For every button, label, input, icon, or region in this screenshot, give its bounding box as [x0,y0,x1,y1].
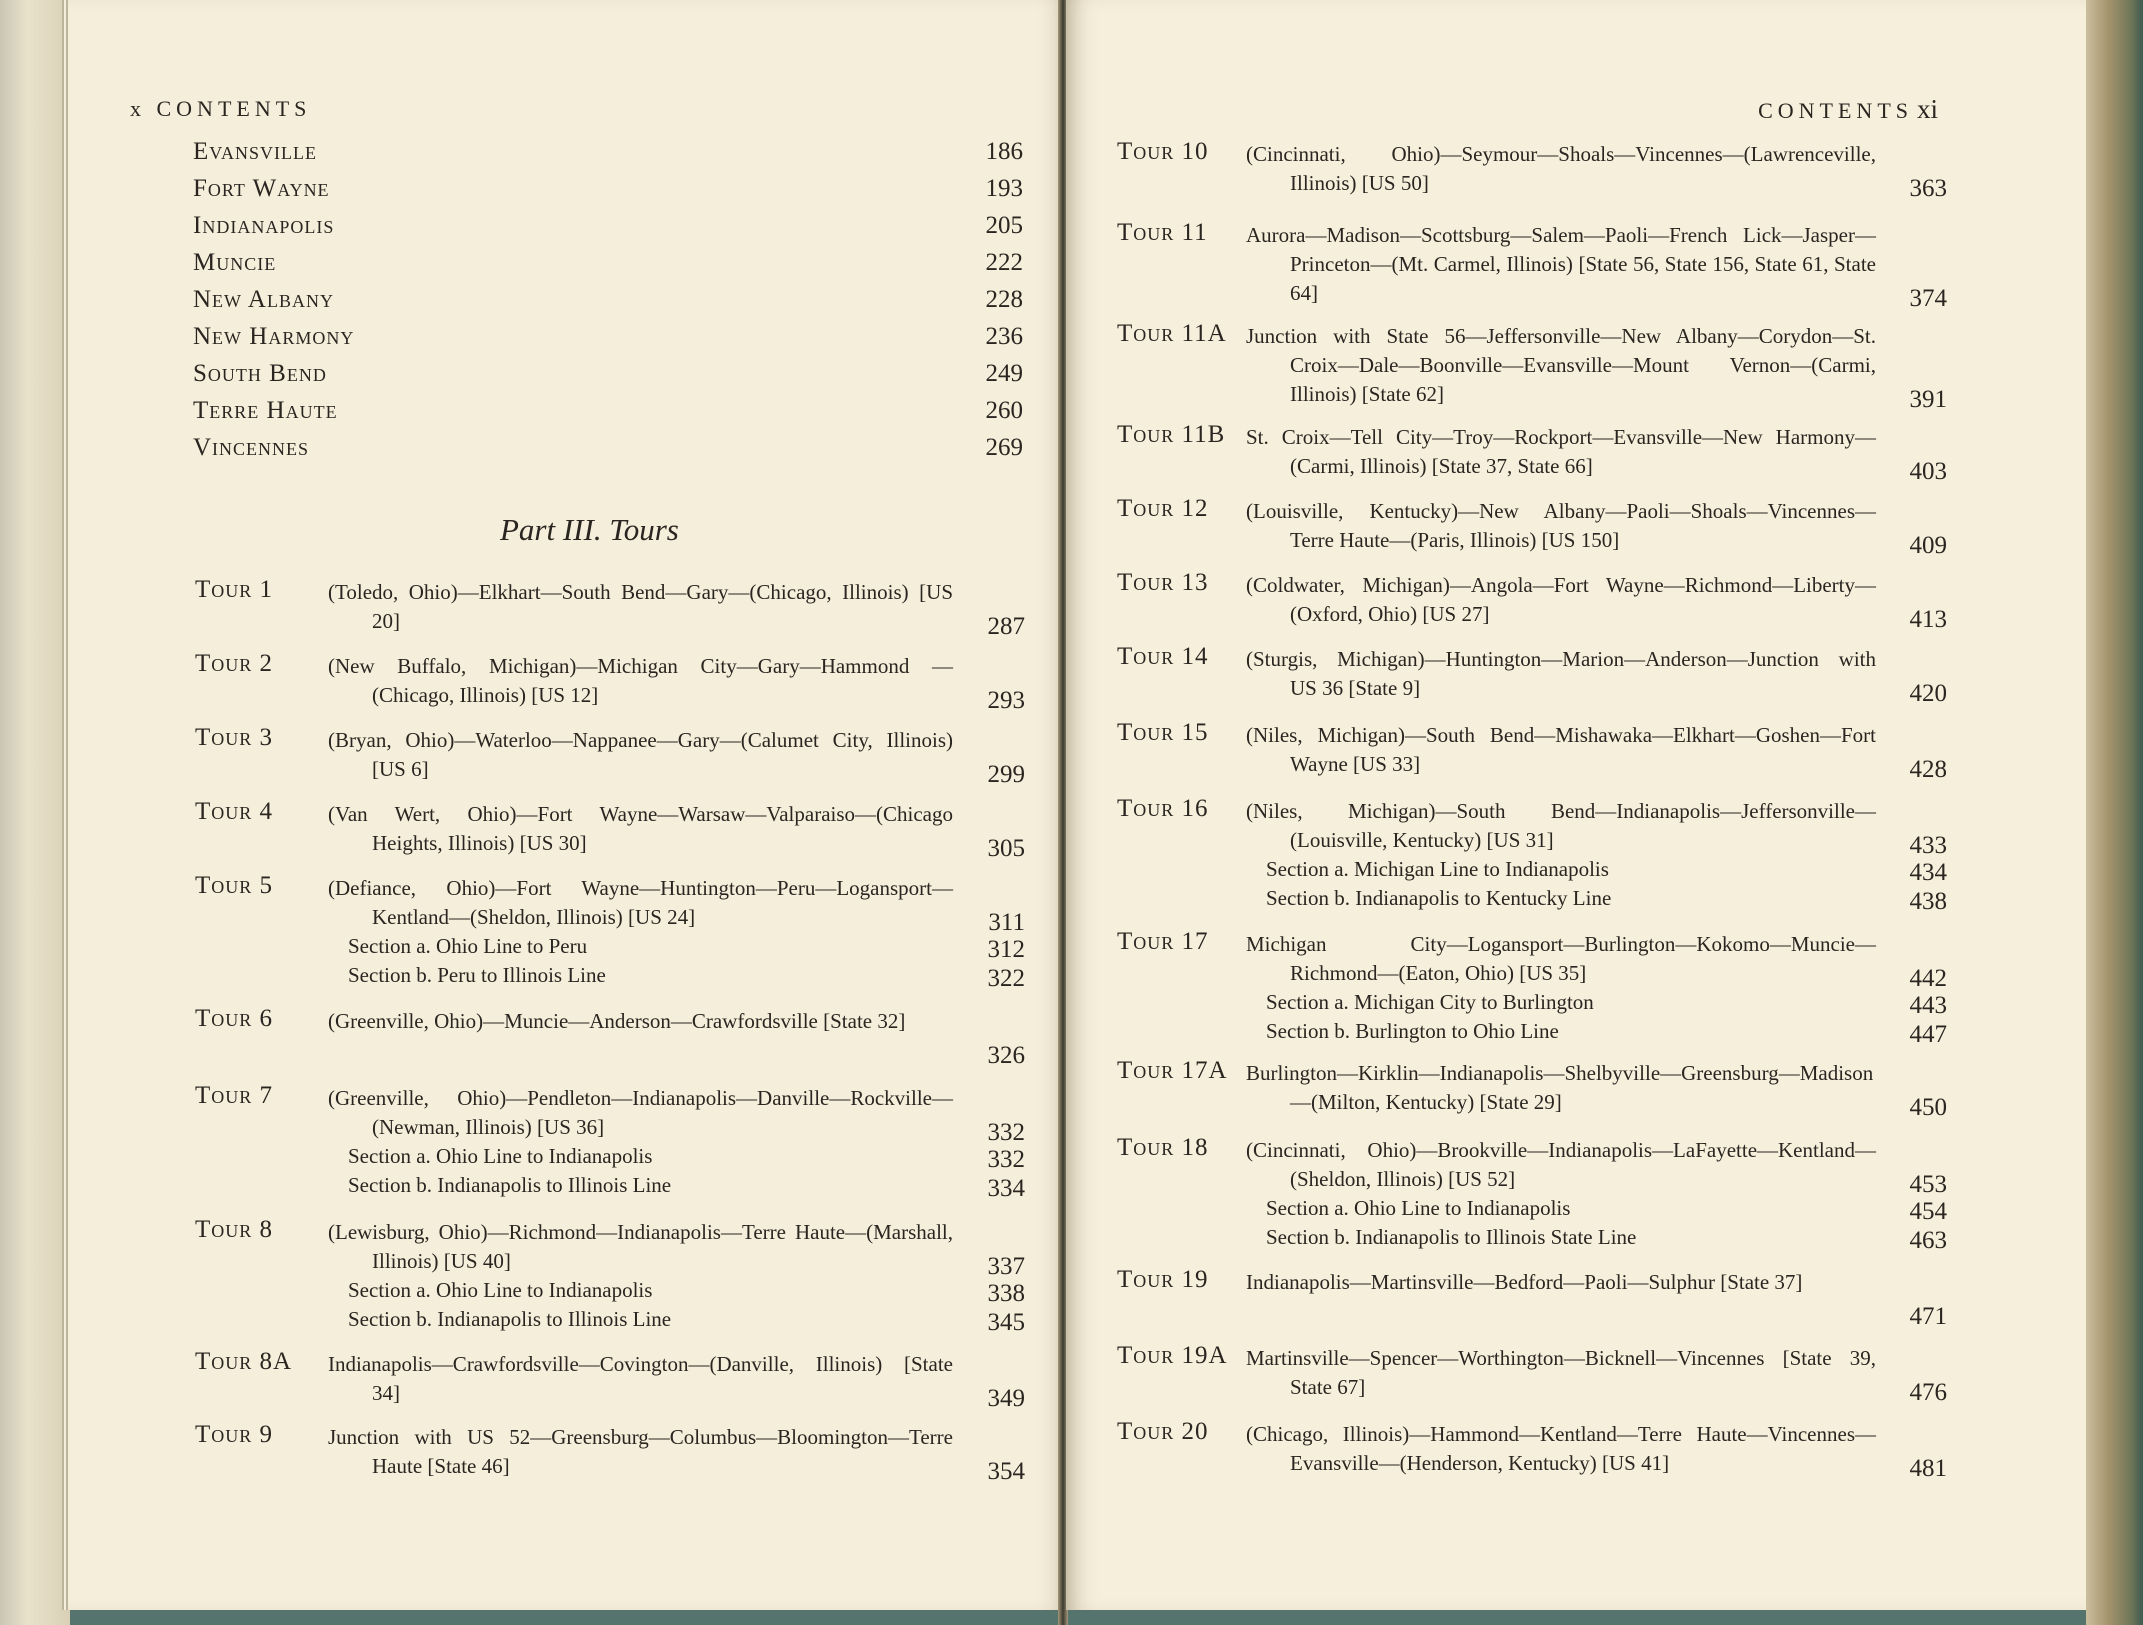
page-number: 409 [1909,532,1947,559]
tour-route: St. Croix—Tell City—Troy—Rockport—Evansville—New Harmony—(Carmi, Illinois) [State 37, State 66] [1246,425,1876,478]
page-number: 193 [985,175,1023,202]
page-number: 463 [1909,1227,1947,1254]
tour-route: Martinsville—Spencer—Worthington—Bicknell—Vincennes [State 39, State 67] [1246,1346,1876,1399]
tour-route: (New Buffalo, Michigan)—Michigan City—Gary—Hammond —(Chicago, Illinois) [US 12] [328,654,953,707]
city-name: New Albany [193,286,334,313]
tour-label: Tour 13 [1117,569,1209,596]
city-entry[interactable] [193,286,1023,323]
tour-route: (Sturgis, Michigan)—Huntington—Marion—Anderson—Junction with US 36 [State 9] [1246,647,1876,700]
tour-label: Tour 7 [195,1082,274,1109]
tour-route: (Cincinnati, Ohio)—Brookville—Indianapolis—LaFayette—Kentland—(Sheldon, Illinois) [US 52] [1246,1138,1876,1191]
tour-label: Tour 6 [195,1005,274,1032]
tour-route: Burlington—Kirklin—Indianapolis—Shelbyville—Greensburg—Madison—(Milton, Kentucky) [State 29] [1246,1061,1874,1114]
tour-label: Tour 11A [1117,320,1227,347]
page-number: 363 [1909,175,1947,202]
page-number: 476 [1909,1379,1947,1406]
tour-route: Indianapolis—Martinsville—Bedford—Paoli—Sulphur [State 37] [1246,1270,1803,1294]
page-number-right: xi [1917,94,1939,124]
running-head-right: CONTENTS [1758,98,1913,123]
page-number: 186 [985,138,1023,165]
tour-route: (Bryan, Ohio)—Waterloo—Nappanee—Gary—(Calumet City, Illinois) [US 6] [328,728,953,781]
tour-route: (Niles, Michigan)—South Bend—Mishawaka—Elkhart—Goshen—Fort Wayne [US 33] [1246,723,1876,776]
tour-label: Tour 20 [1117,1418,1209,1445]
tour-label: Tour 11 [1117,219,1208,246]
tour-label: Tour 10 [1117,138,1209,165]
tour-route: (Van Wert, Ohio)—Fort Wayne—Warsaw—Valparaiso—(Chicago Heights, Illinois) [US 30] [328,802,953,855]
page-number: 293 [987,687,1025,714]
tour-label: Tour 12 [1117,495,1209,522]
city-name: Fort Wayne [193,175,330,202]
tour-label: Tour 8A [195,1348,293,1375]
page-number: 269 [985,434,1023,461]
city-name: South Bend [193,360,327,387]
book-cover-left [0,0,70,1625]
page-number: 433 [1909,832,1947,859]
tour-label: Tour 9 [195,1421,274,1448]
tour-label: Tour 3 [195,724,274,751]
city-entry[interactable] [193,360,1023,397]
tour-route: (Coldwater, Michigan)—Angola—Fort Wayne—Richmond—Liberty—(Oxford, Ohio) [US 27] [1246,573,1876,626]
tour-route: (Cincinnati, Ohio)—Seymour—Shoals—Vincennes—(Lawrenceville, Illinois) [US 50] [1246,142,1876,195]
page-number: 332 [987,1119,1025,1146]
page-number: 434 [1909,859,1947,886]
page-number: 438 [1909,888,1947,915]
page-number: 442 [1909,965,1947,992]
city-entry[interactable] [193,212,1023,249]
tour-section[interactable]: Section a. Ohio Line to Indianapolis [348,1144,653,1168]
tour-route: (Greenville, Ohio)—Pendleton—Indianapolis—Danville—Rockville—(Newman, Illinois) [US 36] [328,1086,953,1139]
page-number: 334 [987,1175,1025,1202]
page-number: 305 [987,835,1025,862]
page-number: 354 [987,1458,1025,1485]
tour-route: Aurora—Madison—Scottsburg—Salem—Paoli—French Lick—Jasper—Princeton—(Mt. Carmel, Illinois) [State 56, State 156, State 61, State 64] [1246,223,1876,305]
city-name: Terre Haute [193,397,338,424]
page-number: 205 [985,212,1023,239]
page-number: 454 [1909,1198,1947,1225]
tour-label: Tour 17A [1117,1057,1228,1084]
tour-label: Tour 1 [195,576,274,603]
page-number: 249 [985,360,1023,387]
tour-section[interactable]: Section a. Michigan Line to Indianapolis [1266,857,1609,881]
page-number: 403 [1909,458,1947,485]
page-number: 326 [987,1042,1025,1069]
city-name: Evansville [193,138,317,165]
tour-route: (Chicago, Illinois)—Hammond—Kentland—Terre Haute—Vincennes—Evansville—(Henderson, Kentucky) [US 41] [1246,1422,1876,1475]
city-entry[interactable] [193,138,1023,175]
tour-section[interactable]: Section b. Indianapolis to Kentucky Line [1266,886,1612,910]
tour-label: Tour 5 [195,872,274,899]
page-number: 413 [1909,606,1947,633]
tour-section[interactable]: Section b. Indianapolis to Illinois State Line [1266,1225,1637,1249]
tour-section[interactable]: Section a. Michigan City to Burlington [1266,990,1594,1014]
page-number: 236 [985,323,1023,350]
city-entry[interactable] [193,249,1023,286]
tour-route: Michigan City—Logansport—Burlington—Kokomo—Muncie—Richmond—(Eaton, Ohio) [US 35] [1246,932,1876,985]
city-name: Muncie [193,249,277,276]
page-edges [2086,0,2143,1625]
tour-section[interactable]: Section b. Indianapolis to Illinois Line [348,1307,672,1331]
page-number: 428 [1909,756,1947,783]
city-entry[interactable] [193,434,1023,471]
page-number: 332 [987,1146,1025,1173]
tour-route: (Niles, Michigan)—South Bend—Indianapolis—Jeffersonville—(Louisville, Kentucky) [US 31] [1246,799,1876,852]
tour-label: Tour 19A [1117,1342,1228,1369]
tour-route: (Defiance, Ohio)—Fort Wayne—Huntington—Peru—Logansport—Kentland—(Sheldon, Illinois) [US 24] [328,876,953,929]
tour-section[interactable]: Section a. Ohio Line to Indianapolis [348,1278,653,1302]
city-name: Vincennes [193,434,310,461]
city-entry[interactable] [193,175,1023,212]
page-number: 349 [987,1385,1025,1412]
part-heading: Part III. Tours [500,512,679,547]
city-entry[interactable] [193,397,1023,434]
tour-label: Tour 17 [1117,928,1209,955]
tour-label: Tour 18 [1117,1134,1209,1161]
page-number: 287 [987,613,1025,640]
page-number: 481 [1909,1455,1947,1482]
tour-label: Tour 8 [195,1216,274,1243]
page-number: 443 [1909,992,1947,1019]
page-number: 260 [985,397,1023,424]
tour-route: (Lewisburg, Ohio)—Richmond—Indianapolis—Terre Haute—(Marshall, Illinois) [US 40] [328,1220,953,1273]
city-entry[interactable] [193,323,1023,360]
page-number: 471 [1909,1303,1947,1330]
tour-route: (Toledo, Ohio)—Elkhart—South Bend—Gary—(Chicago, Illinois) [US 20] [328,580,953,633]
page-number: 450 [1909,1094,1947,1121]
tour-label: Tour 14 [1117,643,1209,670]
page-number: 420 [1909,680,1947,707]
city-name: Indianapolis [193,212,335,239]
tour-section[interactable]: Section a. Ohio Line to Peru [348,934,588,958]
page-number: 345 [987,1309,1025,1336]
tour-section[interactable]: Section b. Peru to Illinois Line [348,963,606,987]
page-number: 337 [987,1253,1025,1280]
tour-label: Tour 2 [195,650,274,677]
tour-label: Tour 11B [1117,421,1226,448]
tour-section[interactable]: Section b. Burlington to Ohio Line [1266,1019,1559,1043]
page-number: 338 [987,1280,1025,1307]
page-number: 299 [987,761,1025,788]
tour-label: Tour 4 [195,798,274,825]
page-number: 312 [987,936,1025,963]
city-name: New Harmony [193,323,355,350]
tour-route: Junction with State 56—Jeffersonville—New Albany—Corydon—St. Croix—Dale—Boonville—Evansville—Mount Vernon—(Carmi, Illinois) [State 62] [1246,324,1876,406]
tour-route: (Greenville, Ohio)—Muncie—Anderson—Crawfordsville [State 32] [328,1009,906,1033]
page-number: 447 [1909,1021,1947,1048]
tour-section[interactable]: Section a. Ohio Line to Indianapolis [1266,1196,1571,1220]
page-number: 322 [987,965,1025,992]
tour-label: Tour 19 [1117,1266,1209,1293]
running-head-left: x CONTENTS [130,96,312,121]
page-number: 222 [985,249,1023,276]
tour-label: Tour 15 [1117,719,1209,746]
tour-section[interactable]: Section b. Indianapolis to Illinois Line [348,1173,672,1197]
tour-route: Junction with US 52—Greensburg—Columbus—Bloomington—Terre Haute [State 46] [328,1425,953,1478]
page-number: 228 [985,286,1023,313]
tour-label: Tour 16 [1117,795,1209,822]
tour-route: Indianapolis—Crawfordsville—Covington—(Danville, Illinois) [State 34] [328,1352,953,1405]
tour-route: (Louisville, Kentucky)—New Albany—Paoli—Shoals—Vincennes—Terre Haute—(Paris, Illinois) [US 150] [1246,499,1876,552]
page-number: 453 [1909,1171,1947,1198]
page-number: 391 [1909,386,1947,413]
page-number: 311 [988,909,1025,936]
page-number: 374 [1909,285,1947,312]
